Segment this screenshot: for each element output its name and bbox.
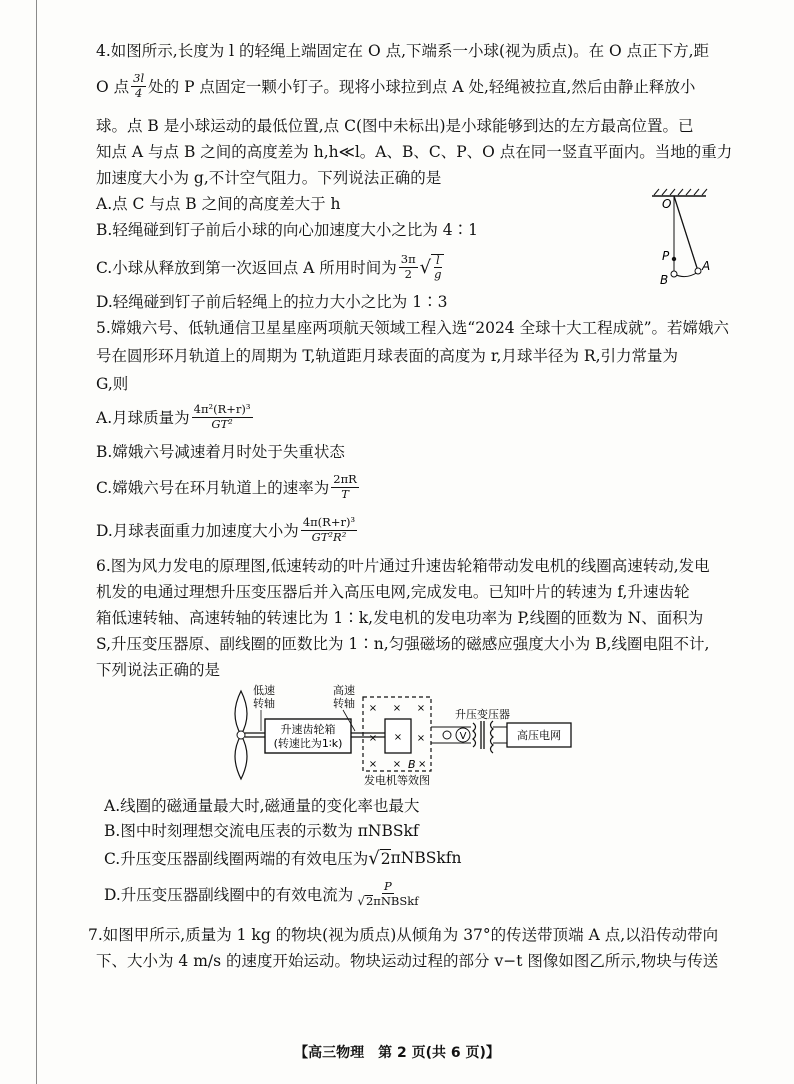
- q5-option-d-fraction: $\frac{\text{4π(R+r)³}}{\text{GT²R²}}$: [302, 515, 356, 544]
- low-speed-label-2: 转轴: [253, 697, 275, 710]
- q6-line-3: 箱低速转轴、高速转轴的转速比为 1∶k,发电机的发电功率为 P,线圈的匝数为 N、面积为: [96, 609, 704, 627]
- ball-position-b: [671, 271, 677, 277]
- svg-text:×: ×: [416, 733, 426, 744]
- q6-option-b: B.图中时刻理想交流电压表的示数为 πNBSkf: [104, 822, 419, 840]
- label-b: B: [660, 273, 669, 287]
- label-o: O: [662, 197, 672, 211]
- q6-option-c: [104, 845, 461, 871]
- high-speed-label-1: 高速: [333, 684, 355, 697]
- nail-point-p: [672, 257, 676, 261]
- q4-option-d: D.轻绳碰到钉子前后轻绳上的拉力大小之比为 1∶3: [96, 293, 448, 311]
- b-field-cross: ×: [418, 759, 427, 770]
- q6-option-c-text: C.升压变压器副线圈两端的有效电压为: [104, 850, 369, 868]
- svg-text:×: ×: [392, 759, 402, 770]
- primary-coil: [473, 723, 476, 747]
- svg-text:×: ×: [392, 703, 402, 714]
- gearbox-ratio: (转速比为1∶k): [273, 737, 343, 750]
- swing-arc: [674, 272, 698, 277]
- q6-line-2: 机发的电通过理想升压变压器后并入高压电网,完成发电。已知叶片的转速为 f,升速齿轮: [96, 583, 690, 601]
- q4-line-4: 知点 A 与点 B 之间的高度差为 h,h≪l。A、B、C、P、O 点在同一竖直平面内。当地的重力: [96, 143, 733, 161]
- q6-option-d-text: D.升压变压器副线圈中的有效电流为: [104, 886, 354, 904]
- q7-line-2: 下、大小为 4 m/s 的速度开始运动。物块运动过程的部分 v−t 图像如图乙所示,物块与传送: [96, 952, 719, 970]
- q4-option-c-coef: $\frac{3\pi}{2}$: [400, 252, 416, 281]
- q4-line-2-pre: O 点: [96, 78, 130, 96]
- q6-option-a: A.线圈的磁通量最大时,磁通量的变化率也最大: [104, 797, 420, 815]
- q5-line-1: 5.嫦娥六号、低轨通信卫星星座两项航天领域工程入选“2024 全球十大工程成就”。若嫦娥六: [96, 319, 730, 337]
- q5-option-c-text: C.嫦娥六号在环月轨道上的速率为: [96, 479, 330, 497]
- q4-fraction-3l-4: $\frac{3l}{4}$: [133, 71, 145, 100]
- secondary-coil: [491, 721, 494, 753]
- svg-text:×: ×: [416, 703, 426, 714]
- q6-option-c-sqrt: √ 2: [368, 847, 391, 869]
- grid-label: 高压电网: [517, 729, 561, 742]
- blade-top: [235, 691, 247, 735]
- label-a: A: [702, 259, 711, 273]
- q4-option-c: [96, 247, 444, 287]
- voltmeter-label: V: [459, 731, 467, 742]
- q5-option-a-fraction: $\frac{\text{4π²(R+r)³}}{\text{GT²}}$: [193, 402, 251, 431]
- label-p: P: [662, 249, 670, 263]
- q6-option-c-expr: πNBSkfn: [390, 849, 462, 867]
- q4-line-2-post: 处的 P 点固定一颗小钉子。现将小球拉到点 A 处,轻绳被拉直,然后由静止释放小: [148, 78, 696, 96]
- q5-option-d-text: D.月球表面重力加速度大小为: [96, 522, 299, 540]
- rope-line: [674, 196, 698, 271]
- q4-option-b: B.轻绳碰到钉子前后小球的向心加速度大小之比为 4∶1: [96, 221, 478, 239]
- q4-line-2: [96, 68, 695, 104]
- q6-line-4: S,升压变压器原、副线圈的匝数比为 1∶n,匀强磁场的磁感应强度大小为 B,线圈电阻不计,: [96, 635, 710, 653]
- high-speed-label-2: 转轴: [333, 697, 355, 710]
- svg-text:×: ×: [368, 759, 378, 770]
- low-speed-label-1: 低速: [253, 684, 275, 697]
- b-field-label: B: [408, 758, 416, 771]
- q5-option-d: [96, 510, 359, 550]
- q4-line-1: 4.如图所示,长度为 l 的轻绳上端固定在 O 点,下端系一小球(视为质点)。在 O 点正下方,距: [96, 42, 710, 60]
- svg-text:×: ×: [368, 703, 378, 714]
- transformer-label: 升压变压器: [455, 708, 510, 721]
- q4-option-a: A.点 C 与点 B 之间的高度差大于 h: [96, 195, 341, 213]
- svg-text:×: ×: [393, 732, 403, 743]
- q6-line-1: 6.图为风力发电的原理图,低速转动的叶片通过升速齿轮箱带动发电机的线圈高速转动,发电: [96, 557, 710, 575]
- page-edge-line: [36, 0, 37, 1084]
- svg-text:×: ×: [368, 733, 378, 744]
- q4-line-3: 球。点 B 是小球运动的最低位置,点 C(图中未标出)是小球能够到达的左方最高位置。已: [96, 117, 694, 135]
- blade-bottom: [235, 735, 247, 779]
- ball-position-a: [695, 268, 701, 274]
- hub: [237, 731, 245, 739]
- q7-line-1: 7.如图甲所示,质量为 1 kg 的物块(视为质点)从倾角为 37°的传送带顶端 A 点,以沿传动带向: [88, 926, 719, 944]
- q6-wind-power-diagram: [225, 683, 585, 789]
- page-footer: 【高三物理 第 2 页(共 6 页)】: [294, 1045, 500, 1061]
- q4-line-5: 加速度大小为 g,不计空气阻力。下列说法正确的是: [96, 169, 442, 187]
- q6-line-5: 下列说法正确的是: [96, 661, 221, 679]
- q6-option-d: [104, 874, 422, 914]
- q5-line-3: G,则: [96, 375, 129, 393]
- q4-option-c-sqrt: √ $\frac{l}{g}$: [419, 252, 442, 281]
- q4-pendulum-figure: [640, 186, 730, 294]
- slip-ring: [443, 731, 451, 739]
- q5-line-2: 号在圆形环月轨道上的周期为 T,轨道距月球表面的高度为 r,月球半径为 R,引力常量为: [96, 347, 679, 365]
- q5-option-a-text: A.月球质量为: [96, 409, 190, 427]
- ceiling-hatch: [654, 189, 707, 195]
- generator-label: 发电机等效图: [364, 774, 430, 787]
- q5-option-c-fraction: $\frac{2\pi R}{T}$: [333, 472, 357, 501]
- gearbox-label: 升速齿轮箱: [280, 723, 336, 736]
- q5-option-c: [96, 467, 361, 507]
- q4-option-c-text: C.小球从释放到第一次返回点 A 所用时间为: [96, 259, 397, 277]
- q5-option-a: [96, 397, 255, 437]
- q6-option-d-fraction: P √ 2 πNBSkf: [357, 878, 419, 909]
- q5-option-b: B.嫦娥六号减速着月时处于失重状态: [96, 443, 345, 461]
